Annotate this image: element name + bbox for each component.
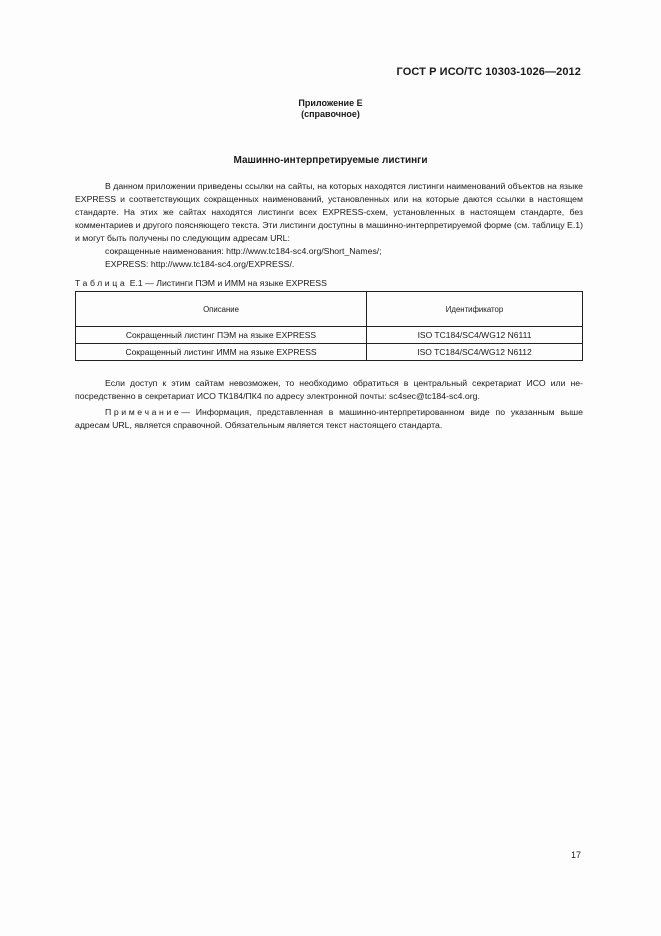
header-description: Описание <box>76 292 367 327</box>
appendix-type: (справочное) <box>301 109 360 119</box>
table-row <box>76 327 583 344</box>
listings-table <box>75 291 583 361</box>
row-description: Сокращенный листинг ИММ на языке EXPRESS <box>76 344 367 361</box>
row-identifier: ISO TC184/SC4/WG12 N6111 <box>367 327 583 344</box>
table-caption-text: Е.1 — Листинги ПЭМ и ИММ на языке EXPRESS <box>129 278 327 288</box>
table-caption <box>75 278 327 288</box>
row-description: Сокращенный листинг ПЭМ на языке EXPRESS <box>76 327 367 344</box>
access-text: Если доступ к этим сайтам невозможен, то необходимо обратиться в центральный секретариат ИСО или не-посредственно в секретариат ИСО ТК184/ПК4 по адресу электронной почты: sc4sec@tc184-sc4.org. <box>75 378 583 401</box>
note-label: Примечание <box>105 407 182 417</box>
table-header-row <box>76 292 583 327</box>
note-text <box>75 406 583 432</box>
note-body: — Информация, представленная в машинно-интерпретированном виде по указанным выше адресам URL, является справочной. Обязательным является текст настоящего стандарта. <box>75 407 583 430</box>
note-paragraph <box>75 406 583 432</box>
url-express: EXPRESS: http://www.tc184-sc4.org/EXPRESS/. <box>105 259 295 269</box>
intro-paragraph <box>75 180 583 271</box>
intro-text: В данном приложении приведены ссылки на сайты, на которых находятся листинги наименований объектов на языке EXPRESS и соответствующих сокращенных наименований, установленных или на которые даются ссылки в настоящем стандарте. На этих же сайтах находятся листинги всех EXPRESS-схем, установленных в настоящем стандарте, без комментариев и другого поясняющего текста. Эти листинги доступны в машинно-интерпретируемой форме (см. таблицу Е.1) и могут быть получены по следующим адресам URL: <box>75 181 583 243</box>
appendix-title: Приложение Е <box>298 98 363 108</box>
page-number: 17 <box>570 850 581 860</box>
appendix-heading <box>0 98 661 120</box>
header-identifier: Идентификатор <box>367 292 583 327</box>
section-title: Машинно-интерпретируемые листинги <box>233 155 428 166</box>
table-row <box>76 344 583 361</box>
url-short-names: сокращенные наименования: http://www.tc184-sc4.org/Short_Names/; <box>105 246 382 256</box>
row-identifier: ISO TC184/SC4/WG12 N6112 <box>367 344 583 361</box>
table-caption-label: Таблица <box>75 278 128 288</box>
standard-header: ГОСТ Р ИСО/ТС 10303-1026—2012 <box>396 66 581 78</box>
access-paragraph <box>75 377 583 403</box>
